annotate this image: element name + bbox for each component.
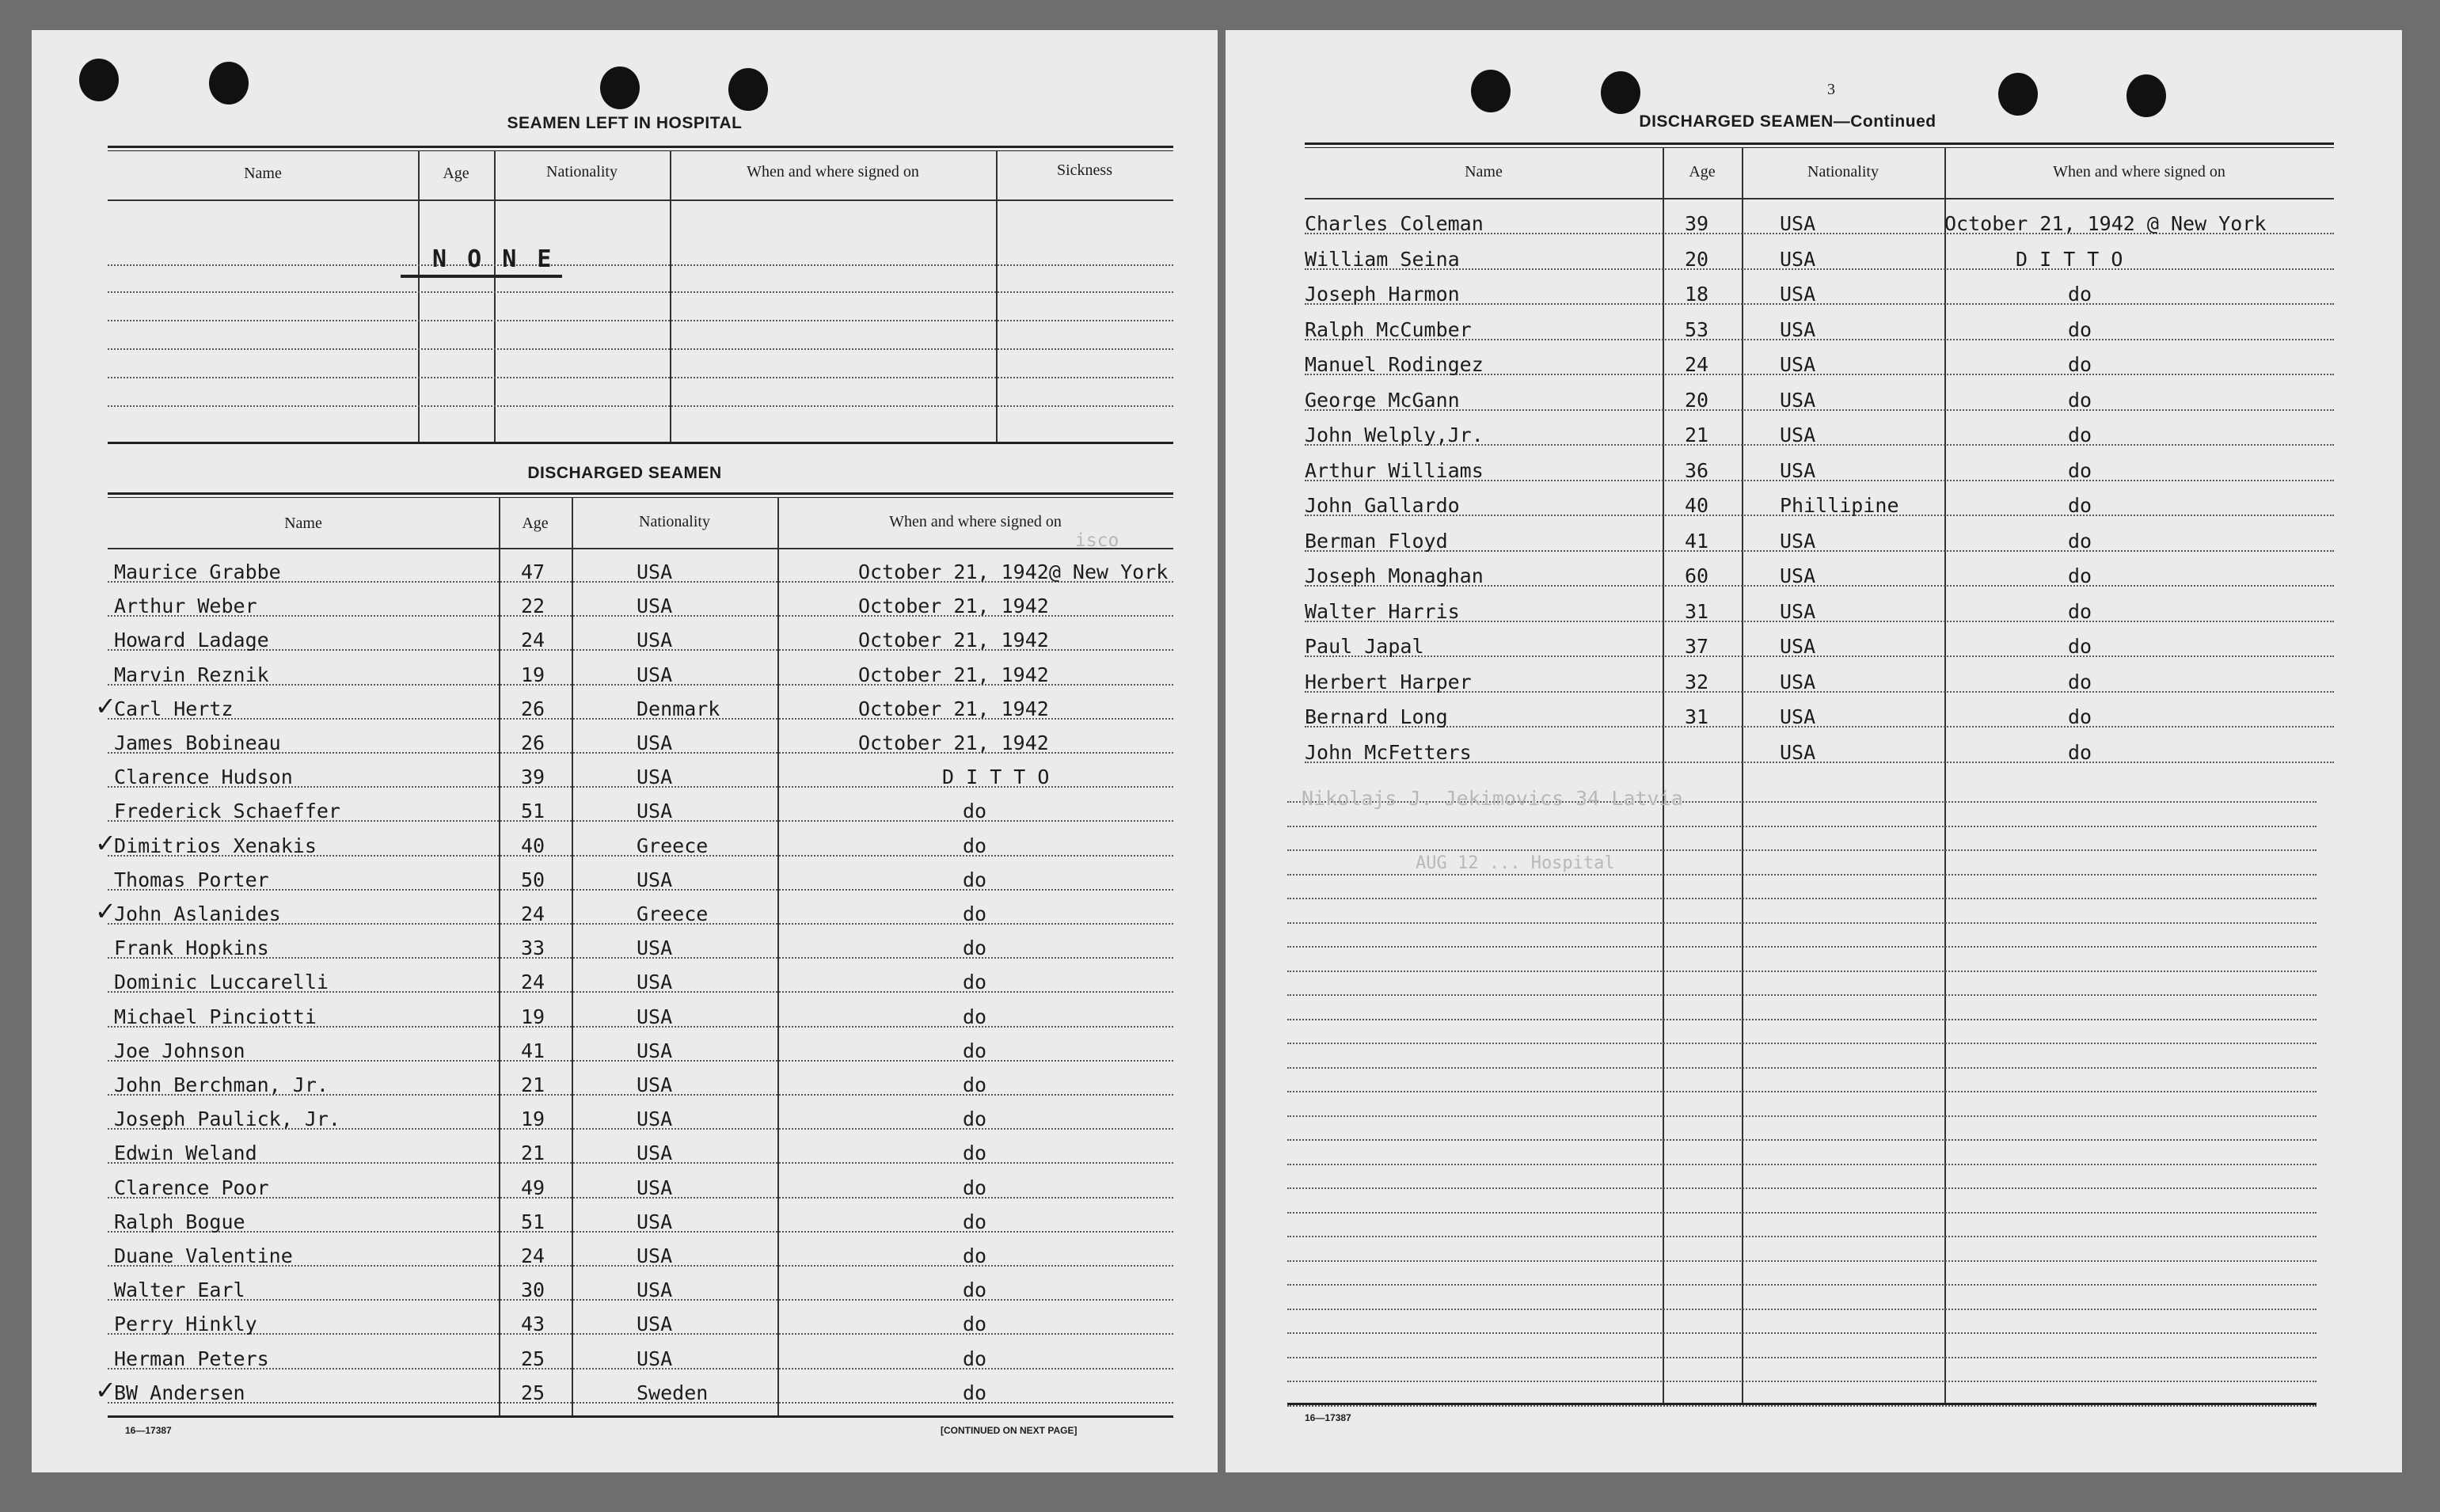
table-row [108, 1109, 1173, 1130]
faint-struck-entry: Nikolajs J. Jekimovics 34 Latvia [1302, 787, 1683, 810]
seaman-nationality: USA [637, 595, 673, 618]
seaman-nationality: USA [637, 1005, 673, 1028]
signed-on: do [963, 868, 987, 891]
seaman-name: Bernard Long [1305, 705, 1448, 728]
right-header-signed-on: When and where signed on [2053, 163, 2225, 180]
table-row [1305, 425, 2334, 446]
seaman-age: 37 [1685, 635, 1709, 658]
seaman-nationality: USA [637, 663, 673, 686]
signed-on: October 21, 1942 [858, 663, 1049, 686]
seaman-name: Berman Floyd [1305, 529, 1448, 553]
punch-hole [209, 62, 249, 104]
table-row [108, 972, 1173, 993]
signed-on: do [2068, 529, 2092, 553]
discharged-header-age: Age [522, 515, 549, 532]
seaman-name: Duane Valentine [114, 1244, 293, 1267]
table-bottom-rule [108, 442, 1173, 444]
table-row [108, 938, 1173, 959]
seaman-nationality: USA [637, 731, 673, 754]
table-row [108, 767, 1173, 788]
seaman-name: Arthur Weber [114, 595, 257, 618]
seaman-name: Dominic Luccarelli [114, 971, 329, 994]
blank-row [1287, 1217, 2316, 1237]
check-mark: ✓ [95, 1374, 116, 1405]
page-number: 3 [1827, 81, 1835, 98]
signed-on: October 21, 1942 [858, 731, 1049, 754]
seaman-age: 26 [521, 697, 545, 720]
blank-row [108, 329, 1173, 350]
form-number: 16—17387 [125, 1425, 172, 1436]
seaman-nationality: USA [637, 1073, 673, 1096]
discharged-section-title: DISCHARGED SEAMEN [527, 464, 722, 482]
seaman-age: 47 [521, 560, 545, 583]
faint-overprint: isco [1075, 530, 1119, 551]
signed-on: do [963, 1073, 987, 1096]
seaman-name: Maurice Grabbe [114, 560, 281, 583]
blank-row [1287, 903, 2316, 924]
table-row [95, 690, 1173, 721]
blank-row [1287, 1362, 2316, 1382]
punch-hole [1471, 70, 1511, 112]
signed-on: do [963, 902, 987, 925]
seaman-nationality: USA [1780, 388, 1816, 412]
signed-on: October 21, 1942 @ New York [1944, 212, 2267, 235]
seaman-nationality: USA [1780, 283, 1816, 306]
blank-row [1287, 1338, 2316, 1358]
blank-row [1287, 1168, 2316, 1189]
table-top-rule [1305, 142, 2334, 148]
signed-on: do [2068, 353, 2092, 376]
signed-on: do [963, 800, 987, 823]
blank-row [1287, 1096, 2316, 1117]
seaman-nationality: USA [637, 629, 673, 652]
table-row [1305, 284, 2334, 305]
blank-row [1287, 952, 2316, 972]
table-row [108, 1075, 1173, 1096]
seaman-age: 33 [521, 936, 545, 960]
seaman-nationality: USA [1780, 705, 1816, 728]
right-header-age: Age [1689, 163, 1716, 180]
signed-on: do [2068, 283, 2092, 306]
blank-row [1287, 1024, 2316, 1044]
seaman-name: Ralph Bogue [114, 1210, 245, 1233]
signed-on: do [2068, 599, 2092, 623]
seaman-age: 21 [521, 1142, 545, 1165]
seaman-nationality: USA [637, 1176, 673, 1199]
seaman-name: Joe Johnson [114, 1039, 245, 1062]
signed-on: do [963, 936, 987, 960]
hospital-header-nationality: Nationality [546, 163, 618, 180]
seaman-name: Thomas Porter [114, 868, 269, 891]
blank-row [1287, 1241, 2316, 1262]
punch-hole [728, 68, 768, 111]
seaman-age: 49 [521, 1176, 545, 1199]
blank-row [108, 358, 1173, 378]
table-row [1305, 458, 2334, 482]
table-bottom-rule [1287, 1403, 2316, 1405]
header-divider [108, 199, 1173, 201]
table-row [108, 870, 1173, 891]
table-row [108, 596, 1173, 617]
seaman-nationality: USA [637, 1347, 673, 1370]
signed-on: do [2068, 388, 2092, 412]
faint-stamp: AUG 12 ... Hospital [1416, 853, 1615, 873]
seaman-nationality: USA [1780, 424, 1816, 446]
blank-row [1287, 1000, 2316, 1020]
seaman-age: 41 [1685, 529, 1709, 553]
table-row [1305, 355, 2334, 375]
blank-row [1287, 1072, 2316, 1092]
seaman-nationality: USA [1780, 212, 1816, 235]
seaman-name: Herman Peters [114, 1347, 269, 1370]
signed-on: do [963, 1176, 987, 1199]
blank-row [1287, 1145, 2316, 1165]
table-bottom-rule [108, 1415, 1173, 1418]
signed-on: do [963, 1005, 987, 1028]
seaman-age: 20 [1685, 388, 1709, 412]
hospital-header-name: Name [244, 165, 282, 182]
discharged-header-signed-on: When and where signed on [889, 513, 1062, 530]
seaman-nationality: USA [637, 1278, 673, 1302]
table-row [1305, 566, 2334, 587]
seaman-age: 22 [521, 595, 545, 618]
table-row [108, 562, 1173, 583]
signed-on: do [963, 1039, 987, 1062]
left-page [32, 30, 1218, 1472]
discharged-header-nationality: Nationality [639, 513, 710, 530]
seaman-age: 31 [1685, 599, 1709, 623]
signed-on: do [2068, 458, 2092, 482]
signed-on: do [963, 1313, 987, 1336]
seaman-nationality: USA [1780, 635, 1816, 658]
seaman-age: 32 [1685, 670, 1709, 693]
punch-hole [2126, 74, 2166, 117]
hospital-none-entry: N O N E [401, 245, 562, 278]
seaman-name: James Bobineau [114, 731, 281, 754]
seaman-age: 24 [1685, 353, 1709, 376]
header-divider [108, 548, 1173, 549]
seaman-age: 60 [1685, 564, 1709, 587]
seaman-nationality: USA [637, 1039, 673, 1062]
seaman-name: Edwin Weland [114, 1142, 257, 1165]
signed-on: do [963, 1210, 987, 1233]
signed-on: do [2068, 670, 2092, 693]
table-row [1305, 636, 2334, 657]
seaman-nationality: USA [1780, 247, 1816, 271]
seaman-age: 19 [521, 663, 545, 686]
table-top-rule [108, 492, 1173, 498]
continued-note: [CONTINUED ON NEXT PAGE] [941, 1425, 1077, 1436]
table-row [108, 1246, 1173, 1267]
seaman-name: BW Andersen [114, 1381, 245, 1404]
seaman-name: John Gallardo [1305, 494, 1460, 517]
blank-row [108, 386, 1173, 407]
blank-row [108, 245, 1173, 266]
punch-hole [1998, 73, 2038, 116]
seaman-nationality: Phillipine [1780, 494, 1899, 517]
signed-on: do [2068, 564, 2092, 587]
seaman-name: Paul Japal [1305, 635, 1424, 658]
table-row [95, 1374, 1173, 1405]
table-row [108, 733, 1173, 754]
blank-row [1287, 975, 2316, 996]
table-row [108, 1314, 1173, 1335]
blank-row [108, 301, 1173, 321]
seaman-age: 39 [1685, 212, 1709, 235]
signed-on: do [963, 1278, 987, 1302]
blank-row [1287, 1120, 2316, 1141]
seaman-age: 24 [521, 629, 545, 652]
seaman-age: 18 [1685, 283, 1709, 306]
seaman-nationality: USA [637, 971, 673, 994]
table-row [1305, 531, 2334, 552]
seaman-name: John Berchman, Jr. [114, 1073, 329, 1096]
seaman-age: 53 [1685, 317, 1709, 341]
table-row [95, 827, 1173, 858]
seaman-age: 36 [1685, 458, 1709, 482]
seaman-age: 31 [1685, 705, 1709, 728]
seaman-nationality: Sweden [637, 1381, 709, 1404]
blank-row [1287, 1193, 2316, 1214]
right-header-name: Name [1465, 163, 1503, 180]
seaman-nationality: USA [1780, 529, 1816, 553]
check-mark: ✓ [95, 690, 116, 721]
signed-on: do [2068, 635, 2092, 658]
signed-on: do [963, 1244, 987, 1267]
seaman-nationality: USA [637, 868, 673, 891]
seaman-nationality: Denmark [637, 697, 720, 720]
blank-row [1287, 927, 2316, 948]
seaman-nationality: USA [1780, 564, 1816, 587]
seaman-age: 21 [1685, 424, 1709, 446]
signed-on: do [963, 834, 987, 857]
seaman-nationality: USA [637, 560, 673, 583]
seaman-name: Ralph McCumber [1305, 317, 1472, 341]
seaman-name: Clarence Poor [114, 1176, 269, 1199]
right-section-title: DISCHARGED SEAMEN—Continued [1639, 112, 1936, 131]
seaman-age: 25 [521, 1381, 545, 1404]
table-row [95, 896, 1173, 926]
seaman-name: Joseph Paulick, Jr. [114, 1107, 340, 1131]
right-page [1226, 30, 2402, 1472]
seaman-age: 30 [521, 1278, 545, 1302]
seaman-nationality: USA [637, 1313, 673, 1336]
seaman-age: 39 [521, 765, 545, 789]
check-mark: ✓ [95, 896, 116, 926]
table-row [108, 630, 1173, 651]
signed-on: October 21, 1942 [858, 697, 1049, 720]
discharged-header-name: Name [284, 515, 322, 532]
seaman-name: John Welply,Jr. [1305, 424, 1484, 446]
blank-row [1287, 1265, 2316, 1286]
seaman-nationality: USA [1780, 670, 1816, 693]
seaman-age: 24 [521, 971, 545, 994]
seaman-name: Carl Hertz [114, 697, 234, 720]
signed-on: do [963, 1107, 987, 1131]
table-row [1305, 740, 2334, 764]
hospital-header-age: Age [443, 165, 469, 182]
signed-on: do [2068, 705, 2092, 728]
seaman-age: 43 [521, 1313, 545, 1336]
seaman-nationality: USA [1780, 353, 1816, 376]
seaman-age: 40 [521, 834, 545, 857]
seaman-nationality: USA [1780, 317, 1816, 341]
seaman-age: 25 [521, 1347, 545, 1370]
table-row [1305, 599, 2334, 623]
blank-row [1287, 1048, 2316, 1069]
seaman-age: 19 [521, 1107, 545, 1131]
table-row [108, 1178, 1173, 1199]
punch-hole [600, 66, 640, 109]
blank-row [1287, 1290, 2316, 1310]
seaman-name: Joseph Monaghan [1305, 564, 1484, 587]
seaman-name: George McGann [1305, 388, 1460, 412]
table-row [1305, 390, 2334, 411]
seaman-age: 20 [1685, 247, 1709, 271]
hospital-header-sickness: Sickness [1057, 161, 1112, 179]
seaman-name: Frank Hopkins [114, 936, 269, 960]
seaman-name: Herbert Harper [1305, 670, 1472, 693]
seaman-nationality: Greece [637, 902, 709, 925]
punch-hole [1601, 71, 1640, 114]
seaman-name: John McFetters [1305, 740, 1472, 764]
table-row [1305, 707, 2334, 728]
seaman-nationality: USA [1780, 599, 1816, 623]
signed-on: D I T T O [2016, 247, 2123, 271]
seaman-age: 24 [521, 1244, 545, 1267]
table-row [108, 1007, 1173, 1028]
seaman-name: William Seina [1305, 247, 1460, 271]
seaman-nationality: USA [637, 1210, 673, 1233]
seaman-age: 26 [521, 731, 545, 754]
seaman-name: Marvin Reznik [114, 663, 269, 686]
signed-on: October 21, 1942@ New York [858, 560, 1169, 583]
signed-on: do [963, 971, 987, 994]
signed-on: D I T T O [942, 765, 1050, 789]
seaman-age: 21 [521, 1073, 545, 1096]
table-row [108, 1349, 1173, 1370]
seaman-name: John Aslanides [114, 902, 281, 925]
table-row [1305, 317, 2334, 341]
seaman-name: Joseph Harmon [1305, 283, 1460, 306]
punch-hole [79, 59, 119, 101]
table-row [1305, 249, 2334, 270]
seaman-age: 51 [521, 1210, 545, 1233]
signed-on: do [963, 1142, 987, 1165]
seaman-name: Perry Hinkly [114, 1313, 257, 1336]
signed-on: October 21, 1942 [858, 595, 1049, 618]
seaman-nationality: USA [637, 936, 673, 960]
seaman-age: 24 [521, 902, 545, 925]
seaman-name: Arthur Williams [1305, 458, 1484, 482]
seaman-age: 41 [521, 1039, 545, 1062]
signed-on: do [963, 1381, 987, 1404]
table-row [1305, 214, 2334, 234]
seaman-nationality: USA [637, 1107, 673, 1131]
table-row [108, 665, 1173, 686]
seaman-name: Frederick Schaeffer [114, 800, 340, 823]
table-row [108, 1143, 1173, 1164]
signed-on: do [2068, 317, 2092, 341]
seaman-nationality: USA [637, 800, 673, 823]
seaman-age: 40 [1685, 494, 1709, 517]
seaman-nationality: USA [637, 1142, 673, 1165]
right-header-nationality: Nationality [1807, 163, 1879, 180]
table-top-rule [108, 146, 1173, 151]
seaman-nationality: USA [1780, 740, 1816, 764]
signed-on: do [2068, 740, 2092, 764]
blank-row [1287, 879, 2316, 899]
seaman-name: Walter Harris [1305, 599, 1460, 623]
seaman-nationality: Greece [637, 834, 709, 857]
signed-on: do [2068, 494, 2092, 517]
seaman-name: Walter Earl [114, 1278, 245, 1302]
blank-row [108, 272, 1173, 293]
header-divider [1305, 198, 2334, 199]
signed-on: do [2068, 424, 2092, 446]
seaman-age: 50 [521, 868, 545, 891]
signed-on: do [963, 1347, 987, 1370]
seaman-name: Manuel Rodingez [1305, 353, 1484, 376]
hospital-section-title: SEAMEN LEFT IN HOSPITAL [507, 114, 743, 132]
blank-row [1287, 1313, 2316, 1334]
seaman-age: 51 [521, 800, 545, 823]
seaman-name: Clarence Hudson [114, 765, 293, 789]
table-row [108, 801, 1173, 822]
blank-row [1287, 830, 2316, 851]
seaman-name: Dimitrios Xenakis [114, 834, 317, 857]
signed-on: October 21, 1942 [858, 629, 1049, 652]
seaman-nationality: USA [637, 1244, 673, 1267]
form-number: 16—17387 [1305, 1412, 1351, 1423]
seaman-name: Howard Ladage [114, 629, 269, 652]
check-mark: ✓ [95, 827, 116, 858]
seaman-nationality: USA [1780, 458, 1816, 482]
seaman-name: Charles Coleman [1305, 212, 1484, 235]
table-row [1305, 672, 2334, 693]
table-row [108, 1212, 1173, 1233]
hospital-header-signed-on: When and where signed on [747, 163, 919, 180]
table-row [108, 1041, 1173, 1062]
seaman-name: Michael Pinciotti [114, 1005, 317, 1028]
table-row [1305, 496, 2334, 516]
seaman-nationality: USA [637, 765, 673, 789]
seaman-age: 19 [521, 1005, 545, 1028]
table-row [108, 1280, 1173, 1301]
